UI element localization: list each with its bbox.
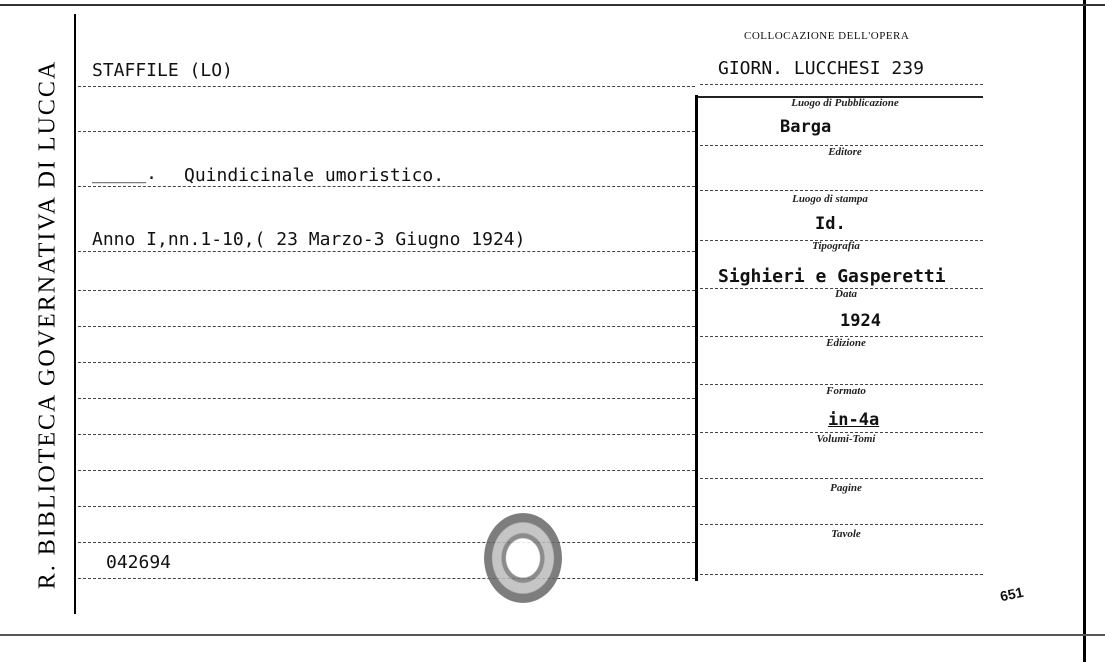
card-title: STAFFILE (LO) — [92, 60, 233, 81]
field-label-editore: Editore — [828, 146, 862, 158]
right-rule — [700, 478, 983, 479]
left-rule — [78, 434, 695, 435]
field-label-edizione: Edizione — [826, 337, 866, 349]
left-rule — [78, 398, 695, 399]
top-border — [0, 4, 1105, 6]
field-label-tipografia: Tipografia — [812, 240, 860, 252]
field-value-luogo-stampa: Id. — [815, 214, 846, 234]
left-rule — [78, 542, 695, 543]
card-subtitle: Quindicinale umoristico. — [184, 165, 445, 186]
library-side-label: R. BIBLIOTECA GOVERNATIVA DI LUCCA — [34, 59, 61, 590]
right-rule — [700, 84, 983, 85]
field-label-luogo-pubblicazione: Luogo di Pubblicazione — [791, 97, 899, 109]
left-rule — [78, 251, 695, 252]
field-value-luogo-pubblicazione: Barga — [780, 117, 832, 137]
right-rule — [700, 190, 983, 191]
field-label-formato: Formato — [826, 385, 866, 397]
corner-mark: 651 — [998, 583, 1025, 605]
left-rule — [78, 506, 695, 507]
inventory-number: 042694 — [106, 552, 172, 573]
left-rule — [78, 362, 695, 363]
subtitle-prefix: _____. — [92, 163, 158, 184]
column-divider — [695, 95, 698, 581]
left-rule — [78, 290, 695, 291]
field-label-luogo-stampa: Luogo di stampa — [792, 193, 868, 205]
collocazione-value: GIORN. LUCCHESI 239 — [718, 58, 924, 79]
left-rule — [78, 578, 695, 579]
left-rule — [78, 470, 695, 471]
field-label-volumi: Volumi-Tomi — [816, 433, 876, 445]
left-border — [74, 14, 76, 614]
field-label-pagine: Pagine — [830, 482, 862, 494]
left-rule — [78, 86, 695, 87]
left-rule — [78, 186, 695, 187]
right-rule — [700, 574, 983, 575]
field-value-data: 1924 — [840, 311, 881, 331]
field-label-tavole: Tavole — [831, 528, 861, 540]
field-label-data: Data — [835, 288, 857, 300]
left-rule — [78, 131, 695, 132]
library-stamp — [484, 513, 562, 603]
collocazione-label: COLLOCAZIONE DELL'OPERA — [744, 30, 910, 42]
issue-info: Anno I,nn.1-10,( 23 Marzo-3 Giugno 1924) — [92, 229, 526, 250]
left-rule — [78, 326, 695, 327]
field-value-tipografia: Sighieri e Gasperetti — [718, 266, 946, 287]
right-rule — [700, 524, 983, 525]
field-value-formato: in-4a — [828, 410, 880, 430]
bottom-rule — [0, 634, 1105, 636]
right-border — [1083, 0, 1086, 662]
